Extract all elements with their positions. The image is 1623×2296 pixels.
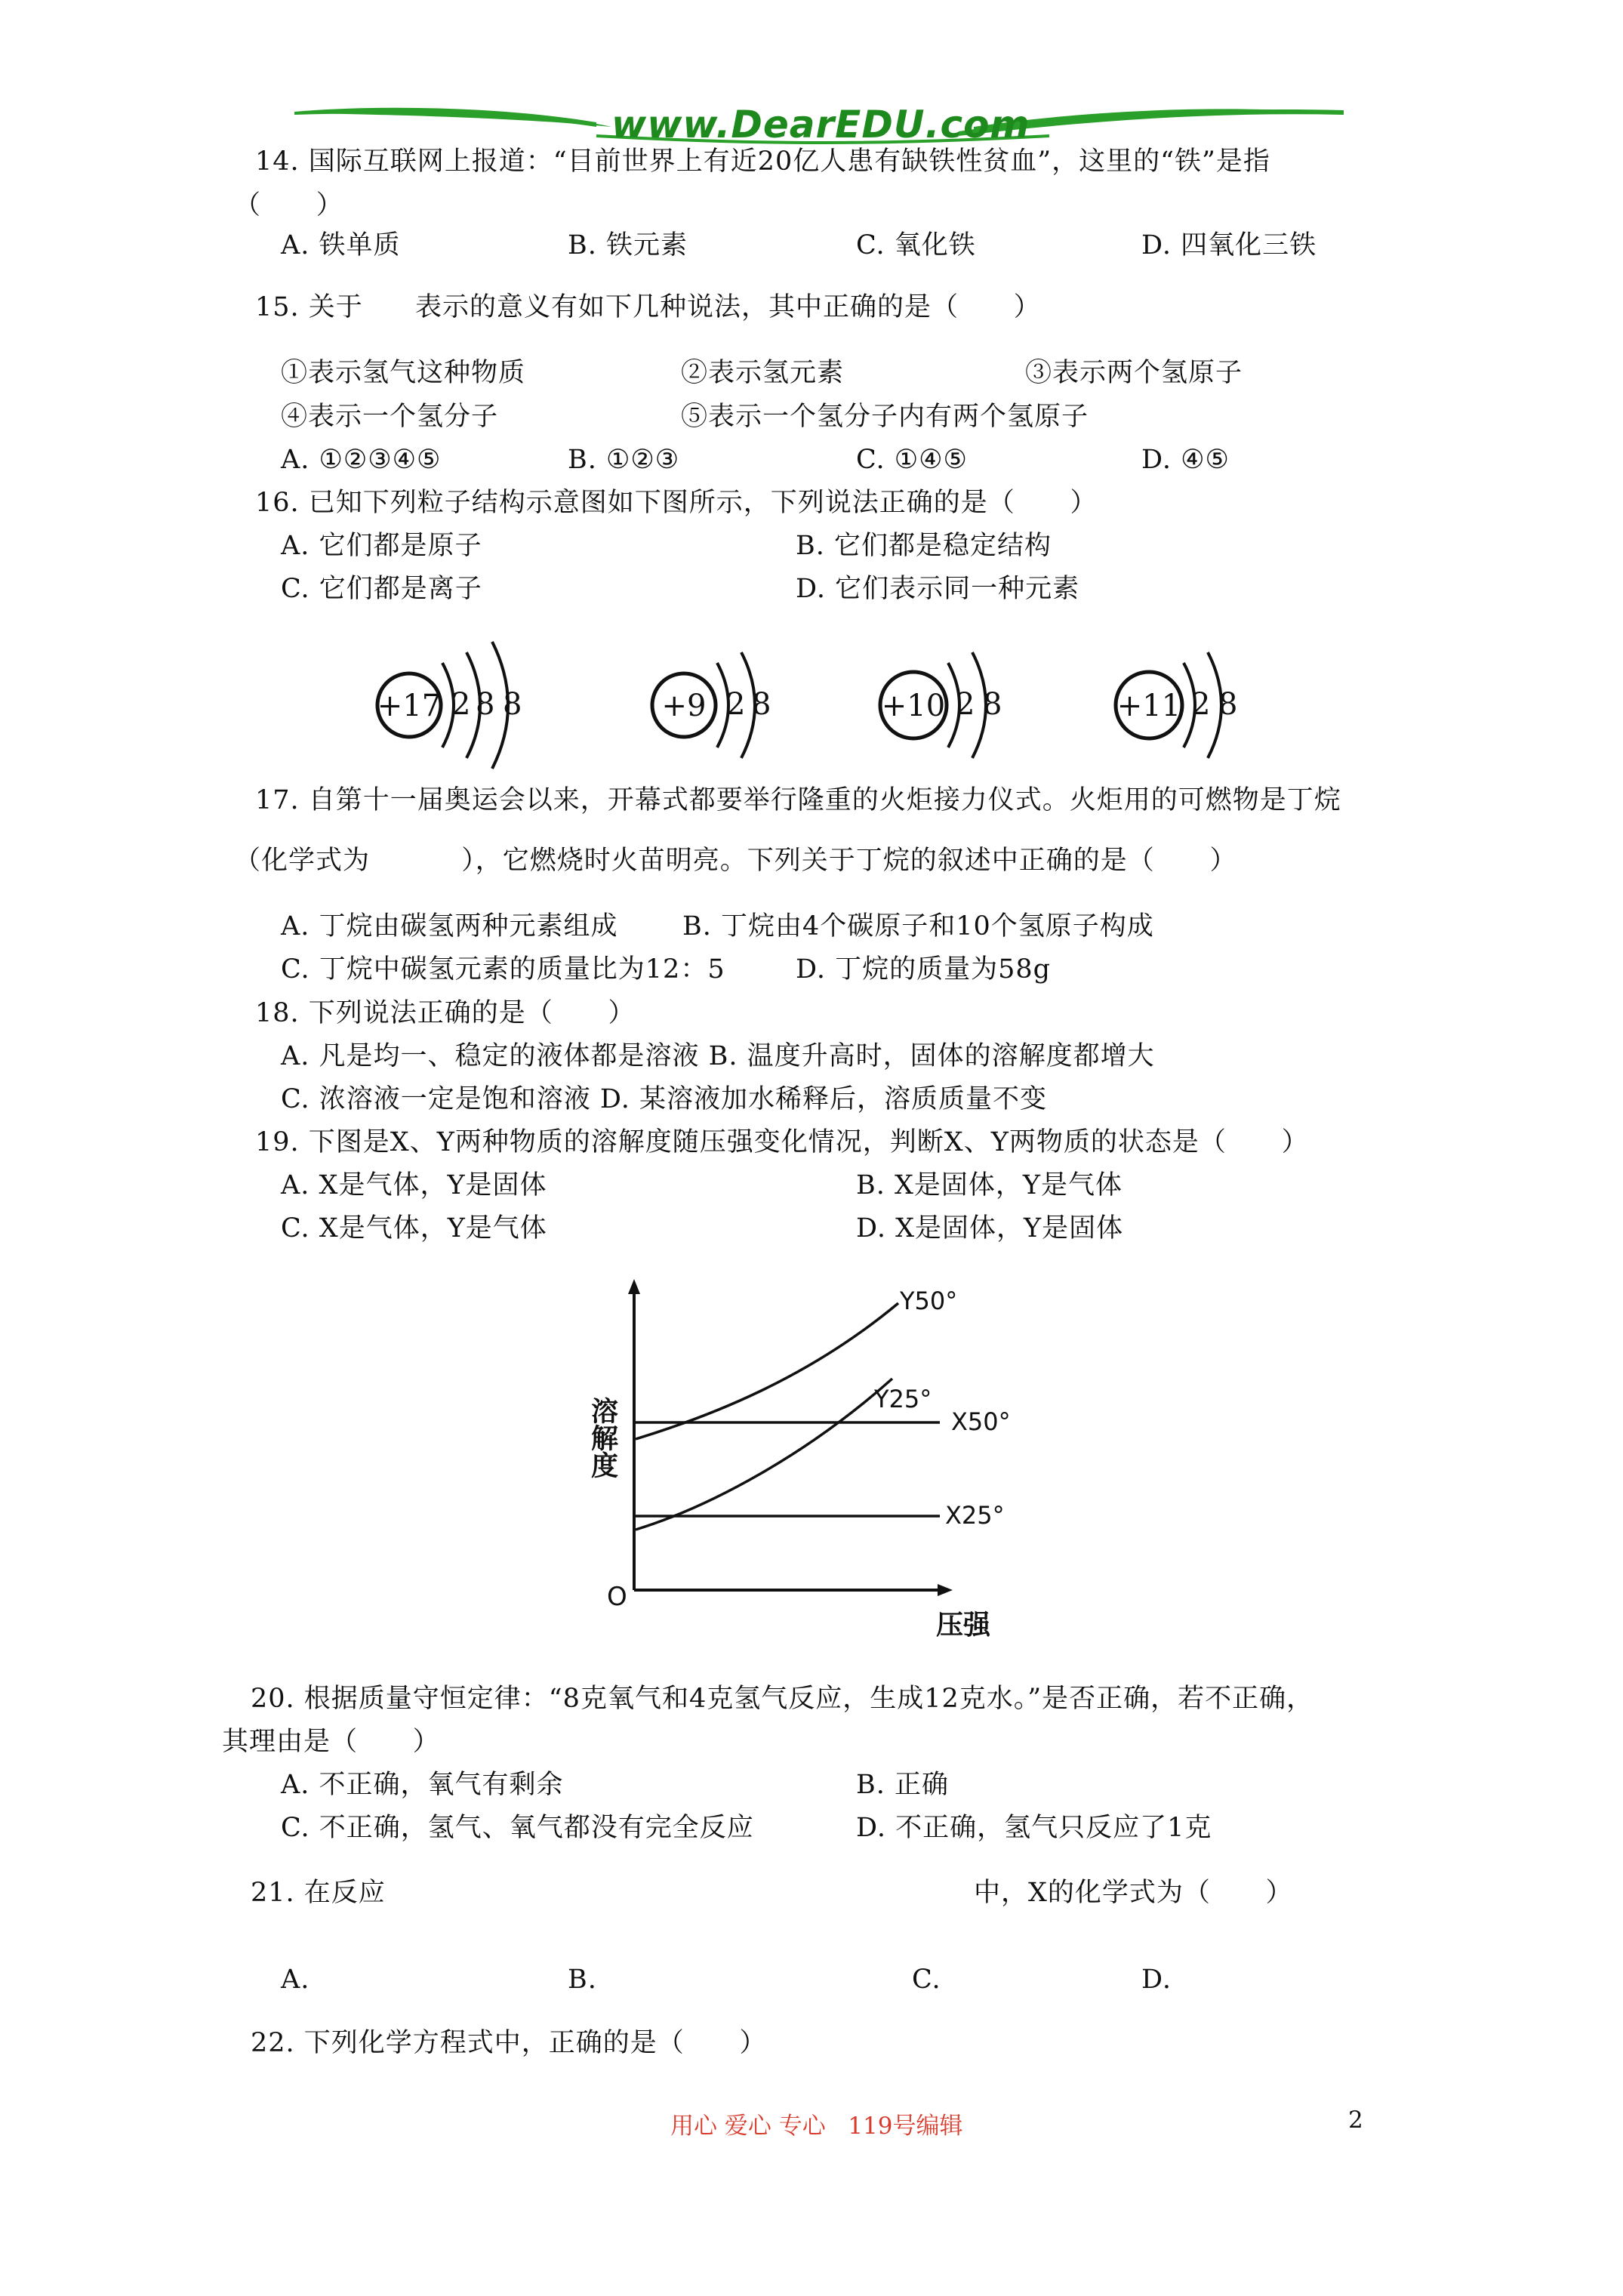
curve-y50 (636, 1303, 898, 1439)
q15-option-c: C. ①④⑤ (856, 445, 968, 475)
nucleus-charge: +9 (661, 689, 707, 723)
origin-label: O (607, 1582, 627, 1612)
q17-stem-line2: （化学式为 ），它燃烧时火苗明亮。下列关于丁烷的叙述中正确的是（ ） (234, 846, 1237, 876)
q20-stem-line2: 其理由是（ ） (222, 1727, 440, 1757)
q20-option-c: C. 不正确，氢气、氧气都没有完全反应 (281, 1813, 754, 1843)
q20-option-a: A. 不正确，氧气有剩余 (281, 1770, 564, 1800)
x-axis-arrow (938, 1584, 953, 1596)
q17-option-a: A. 丁烷由碳氢两种元素组成 (281, 911, 618, 942)
shell-electrons: 8 (476, 687, 495, 722)
nucleus-charge: +17 (377, 689, 442, 723)
shell-electrons: 8 (752, 687, 771, 722)
q15-option-b: B. ①②③ (568, 445, 680, 475)
q14-option-c: C. 氧化铁 (856, 230, 976, 260)
y-axis-arrow (628, 1279, 640, 1294)
shell-electrons: 2 (1191, 687, 1211, 722)
q15-statement-5: ⑤表示一个氢分子内有两个氢原子 (681, 402, 1089, 432)
atom-diagram-4 (1110, 633, 1253, 776)
shell-electrons: 2 (956, 687, 975, 722)
q20-option-b: B. 正确 (856, 1770, 949, 1800)
q22-stem: 22. 下列化学方程式中，正确的是（ ） (251, 2028, 767, 2058)
q15-statement-4: ④表示一个氢分子 (281, 402, 499, 432)
nucleus-charge: +11 (1116, 689, 1181, 723)
footer-text: 用心 爱心 专心 119号编辑 (670, 2113, 963, 2140)
q21-option-d: D. (1141, 1965, 1172, 1995)
q21-option-a: A. (281, 1965, 310, 1995)
shell-electrons: 2 (451, 687, 471, 722)
shell-electrons: 8 (503, 687, 522, 722)
q15-stem-end: 表示的意义有如下几种说法，其中正确的是（ ） (415, 292, 1041, 322)
curve-label-y25: Y25° (874, 1385, 932, 1413)
q16-option-a: A. 它们都是原子 (281, 531, 482, 561)
page-number: 2 (1348, 2106, 1363, 2134)
q18-options-cd: C. 浓溶液一定是饱和溶液 D. 某溶液加水稀释后，溶质质量不变 (281, 1084, 1047, 1114)
q16-option-b: B. 它们都是稳定结构 (796, 531, 1052, 561)
nucleus-charge: +10 (881, 689, 946, 723)
q21-option-c: C. (912, 1965, 941, 1995)
q18-stem: 18. 下列说法正确的是（ ） (255, 998, 636, 1028)
curve-label-x25: X25° (945, 1501, 1005, 1530)
q15-option-a: A. ①②③④⑤ (281, 445, 442, 475)
q19-option-d: D. X是固体，Y是固体 (856, 1213, 1124, 1244)
y-axis-label: 溶解度 (587, 1397, 618, 1478)
atom-diagram-3 (874, 633, 1018, 776)
q17-stem: 17. 自第十一届奥运会以来，开幕式都要举行隆重的火炬接力仪式。火炬用的可燃物是丁烷 (255, 785, 1341, 815)
q16-option-d: D. 它们表示同一种元素 (796, 574, 1080, 604)
curve-label-x50: X50° (951, 1407, 1011, 1436)
shell-electrons: 2 (726, 687, 746, 722)
q17-option-d: D. 丁烷的质量为58g (796, 954, 1052, 985)
shell-electrons: 8 (1218, 687, 1238, 722)
q17-option-c: C. 丁烷中碳氢元素的质量比为12：5 (281, 954, 725, 985)
q19-option-c: C. X是气体，Y是气体 (281, 1213, 547, 1244)
atom-diagram-2 (648, 633, 784, 776)
q15-statement-2: ②表示氢元素 (681, 358, 845, 388)
q20-option-d: D. 不正确，氢气只反应了1克 (856, 1813, 1212, 1843)
x-axis-label: 压强 (936, 1610, 991, 1641)
q15-option-d: D. ④⑤ (1141, 445, 1230, 475)
q14-paren: （ ） (234, 190, 343, 220)
q19-option-a: A. X是气体，Y是固体 (281, 1170, 547, 1200)
solubility-pressure-graph (587, 1273, 1027, 1643)
q16-option-c: C. 它们都是离子 (281, 574, 482, 604)
q19-stem: 19. 下图是X、Y两种物质的溶解度随压强变化情况，判断X、Y两物质的状态是（ ） (255, 1127, 1309, 1157)
q15-statement-1: ①表示氢气这种物质 (281, 358, 526, 388)
q21-stem-start: 21. 在反应 (251, 1878, 386, 1908)
q19-option-b: B. X是固体，Y是气体 (856, 1170, 1123, 1200)
q14-option-a: A. 铁单质 (281, 230, 401, 260)
curve-label-y50: Y50° (900, 1287, 958, 1315)
atom-diagram-1 (373, 633, 539, 776)
q20-stem: 20. 根据质量守恒定律：“8克氧气和4克氢气反应，生成12克水。”是否正确，若不正确， (251, 1684, 1314, 1714)
shell-electrons: 8 (983, 687, 1002, 722)
q21-stem-end: 中，X的化学式为（ ） (974, 1878, 1293, 1908)
curve-y25 (636, 1379, 892, 1530)
site-url: www.DearEDU.com (611, 103, 1030, 146)
q14-option-d: D. 四氧化三铁 (1141, 230, 1317, 260)
q16-stem: 16. 已知下列粒子结构示意图如下图所示，下列说法正确的是（ ） (255, 488, 1098, 518)
q15-stem-start: 15. 关于 (255, 292, 363, 322)
q14-option-b: B. 铁元素 (568, 230, 688, 260)
q18-options-ab: A. 凡是均一、稳定的液体都是溶液 B. 温度升高时，固体的溶解度都增大 (281, 1041, 1155, 1071)
q17-option-b: B. 丁烷由4个碳原子和10个氢原子构成 (682, 911, 1154, 942)
q15-statement-3: ③表示两个氢原子 (1025, 358, 1243, 388)
q21-option-b: B. (568, 1965, 597, 1995)
q14-stem: 14. 国际互联网上报道：“目前世界上有近20亿人患有缺铁性贫血”，这里的“铁”是指 (255, 146, 1270, 177)
